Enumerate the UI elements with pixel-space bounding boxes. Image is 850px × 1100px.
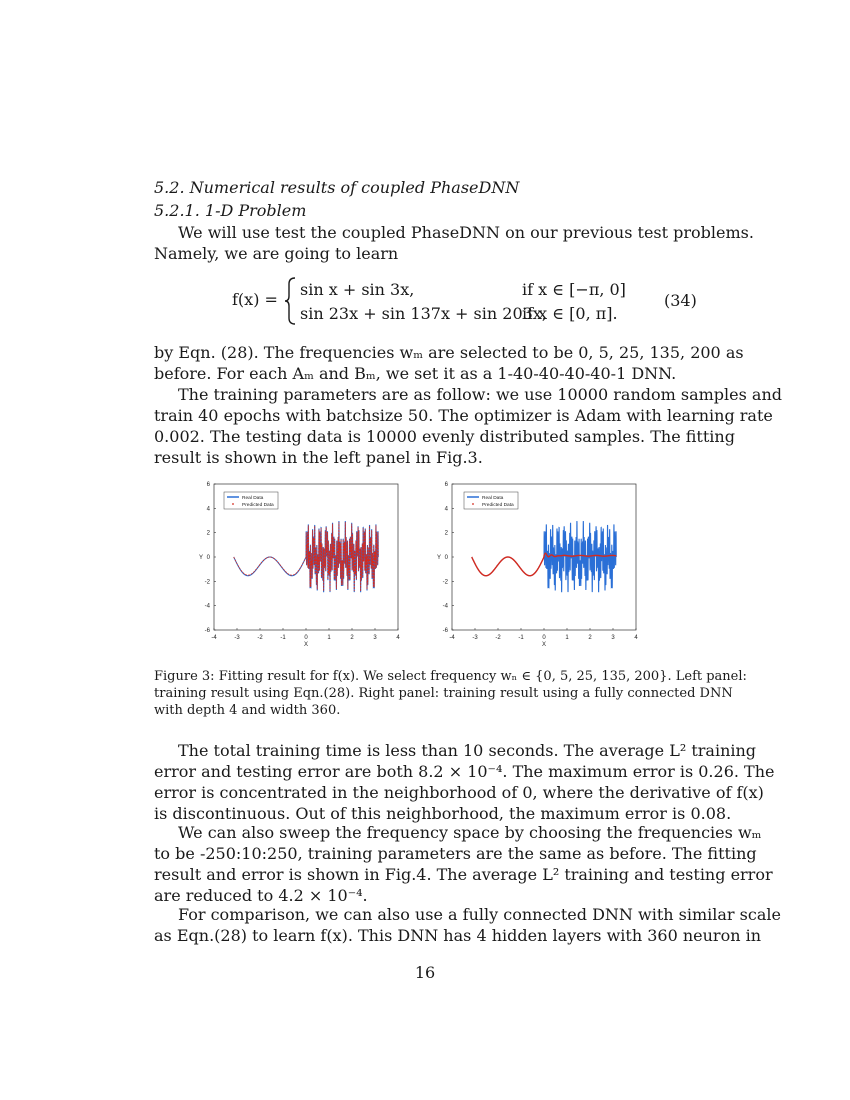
caption-line: with depth 4 and width 360. <box>154 703 341 718</box>
section-heading: 5.2. Numerical results of coupled PhaseDNN <box>154 178 520 197</box>
text-line: error and testing error are both 8.2 × 10⁻⁴. The maximum error is 0.26. The <box>154 762 775 781</box>
x-tick-label: -4 <box>449 635 455 641</box>
paragraph-frequencies <box>154 342 744 384</box>
x-tick-label: 2 <box>588 635 592 641</box>
equation-case1-cond: if x ∈ [−π, 0] <box>522 280 626 299</box>
x-axis-label: X <box>303 642 309 648</box>
y-tick-label: -4 <box>204 603 210 610</box>
x-tick-label: -3 <box>234 635 240 641</box>
y-axis-label: Y <box>198 555 204 561</box>
text-line: as Eqn.(28) to learn f(x). This DNN has 4 hidden layers with 360 neuron in <box>154 926 762 945</box>
intro-paragraph <box>154 222 754 264</box>
equation-case2-expr: sin 23x + sin 137x + sin 203x, <box>300 304 547 323</box>
x-tick-label: -2 <box>495 635 501 641</box>
equation-case1-expr: sin x + sin 3x, <box>300 280 415 299</box>
text-line: error is concentrated in the neighborhood of 0, where the derivative of f(x) <box>154 783 764 802</box>
caption-line: Figure 3: Fitting result for f(x). We select frequency wₙ ∈ {0, 5, 25, 135, 200}. Left panel: <box>154 669 747 684</box>
text-line: The total training time is less than 10 seconds. The average L² training <box>178 741 757 760</box>
figure-right-panel <box>434 478 648 648</box>
y-tick-label: 6 <box>444 482 448 488</box>
x-tick-label: 0 <box>542 635 546 641</box>
equation-number: (34) <box>664 291 697 310</box>
legend-label-predicted: Predicted Data <box>482 503 514 508</box>
x-tick-label: 3 <box>611 635 615 641</box>
text-line: result and error is shown in Fig.4. The average L² training and testing error <box>154 865 773 884</box>
y-axis-label: Y <box>436 555 442 561</box>
text-line: We will use test the coupled PhaseDNN on our previous test problems. <box>178 223 754 242</box>
text-line: We can also sweep the frequency space by choosing the frequencies wₘ <box>178 823 762 842</box>
y-tick-label: -2 <box>204 579 210 586</box>
text-line: Namely, we are going to learn <box>154 244 399 263</box>
legend-label-predicted: Predicted Data <box>242 503 274 508</box>
x-tick-label: -1 <box>518 635 524 641</box>
x-tick-label: -2 <box>257 635 263 641</box>
paragraph-training <box>154 384 783 468</box>
y-tick-label: -2 <box>442 579 448 586</box>
legend-swatch-predicted <box>472 503 474 505</box>
y-tick-label: 4 <box>444 506 448 513</box>
y-tick-label: 0 <box>206 555 210 561</box>
y-tick-label: 2 <box>206 530 210 537</box>
x-tick-label: 1 <box>327 635 331 641</box>
caption-line: training result using Eqn.(28). Right panel: training result using a fully connected DNN <box>154 686 733 701</box>
page-number: 16 <box>414 963 436 982</box>
legend-label-real: Real Data <box>482 496 504 501</box>
figure-caption <box>154 668 747 719</box>
text-line: 0.002. The testing data is 10000 evenly distributed samples. The fitting <box>154 427 735 446</box>
text-line: is discontinuous. Out of this neighborhood, the maximum error is 0.08. <box>154 804 732 823</box>
y-tick-label: 0 <box>444 555 448 561</box>
y-tick-label: -6 <box>204 628 210 634</box>
subsection-heading: 5.2.1. 1-D Problem <box>154 201 307 220</box>
y-tick-label: -6 <box>442 628 448 634</box>
text-line: to be -250:10:250, training parameters are the same as before. The fitting <box>154 844 757 863</box>
text-line: by Eqn. (28). The frequencies wₘ are selected to be 0, 5, 25, 135, 200 as <box>154 343 744 362</box>
x-axis-label: X <box>541 642 547 648</box>
y-tick-label: -4 <box>442 603 448 610</box>
equation-lhs: f(x) = <box>232 290 278 309</box>
x-tick-label: 4 <box>396 635 400 641</box>
paragraph-sweep <box>154 822 773 906</box>
y-tick-label: 2 <box>444 530 448 537</box>
x-tick-label: 0 <box>304 635 308 641</box>
text-line: For comparison, we can also use a fully connected DNN with similar scale <box>178 905 781 924</box>
legend-label-real: Real Data <box>242 496 264 501</box>
text-line: The training parameters are as follow: we use 10000 random samples and <box>178 385 783 404</box>
x-tick-label: -4 <box>211 635 217 641</box>
figure-left-panel <box>196 478 410 648</box>
legend-swatch-predicted <box>232 503 234 505</box>
x-tick-label: -1 <box>280 635 286 641</box>
equation-case2-cond: if x ∈ [0, π]. <box>522 304 618 323</box>
x-tick-label: 2 <box>350 635 354 641</box>
text-line: are reduced to 4.2 × 10⁻⁴. <box>154 886 368 905</box>
brace-icon <box>284 276 298 326</box>
paragraph-training-time <box>154 740 775 824</box>
y-tick-label: 6 <box>206 482 210 488</box>
x-tick-label: -3 <box>472 635 478 641</box>
text-line: train 40 epochs with batchsize 50. The optimizer is Adam with learning rate <box>154 406 773 425</box>
x-tick-label: 3 <box>373 635 377 641</box>
x-tick-label: 1 <box>565 635 569 641</box>
text-line: before. For each Aₘ and Bₘ, we set it as a 1-40-40-40-40-1 DNN. <box>154 364 677 383</box>
paragraph-comparison <box>154 904 781 946</box>
y-tick-label: 4 <box>206 506 210 513</box>
text-line: result is shown in the left panel in Fig.3. <box>154 448 483 467</box>
x-tick-label: 4 <box>634 635 638 641</box>
